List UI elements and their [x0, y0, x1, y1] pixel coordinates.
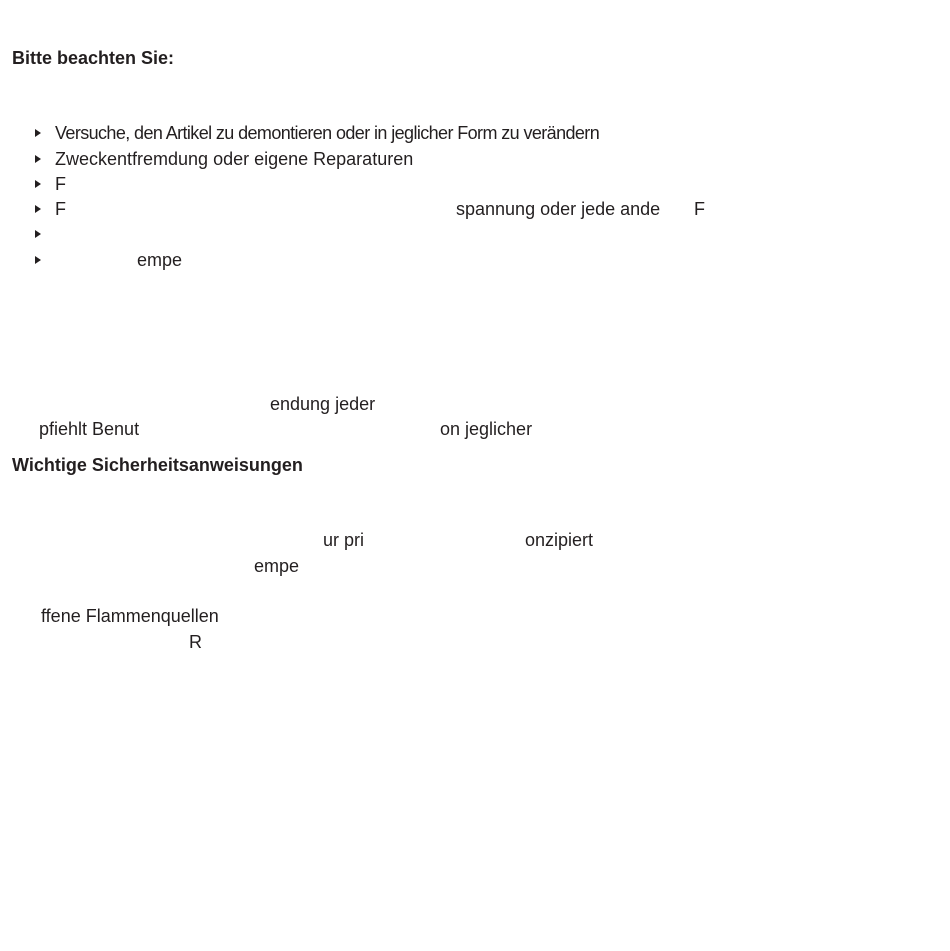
list-item-text: Zweckentfremdung oder eigene Reparaturen — [55, 149, 414, 169]
list-item-fragment: F — [694, 199, 705, 219]
body-text-fragment: onzipiert — [525, 530, 594, 550]
triangle-bullet-icon — [35, 129, 41, 137]
notice-heading: Bitte beachten Sie: — [12, 48, 175, 68]
body-text-fragment: empe — [254, 556, 300, 576]
triangle-bullet-icon — [35, 205, 41, 213]
list-item-text: Versuche, den Artikel zu demontieren oder in jeglicher Form zu verändern — [55, 123, 600, 143]
triangle-bullet-icon — [35, 256, 41, 264]
body-text-fragment: ffene Flammenquellen — [41, 606, 219, 626]
triangle-bullet-icon — [35, 155, 41, 163]
triangle-bullet-icon — [35, 230, 41, 238]
body-text-fragment: pfiehlt Benut — [39, 419, 140, 439]
body-text-fragment: endung jeder — [270, 394, 376, 414]
triangle-bullet-icon — [35, 180, 41, 188]
body-text-fragment: ur pri — [323, 530, 365, 550]
list-item-fragment: F — [55, 199, 66, 219]
safety-heading: Wichtige Sicherheitsanweisungen — [12, 455, 303, 475]
list-item-fragment: spannung oder jede ande — [456, 199, 661, 219]
list-item-fragment: empe — [137, 250, 183, 270]
list-item-fragment: F — [55, 174, 66, 194]
body-text-fragment: on jeglicher — [440, 419, 533, 439]
body-text-fragment: R — [189, 632, 202, 652]
